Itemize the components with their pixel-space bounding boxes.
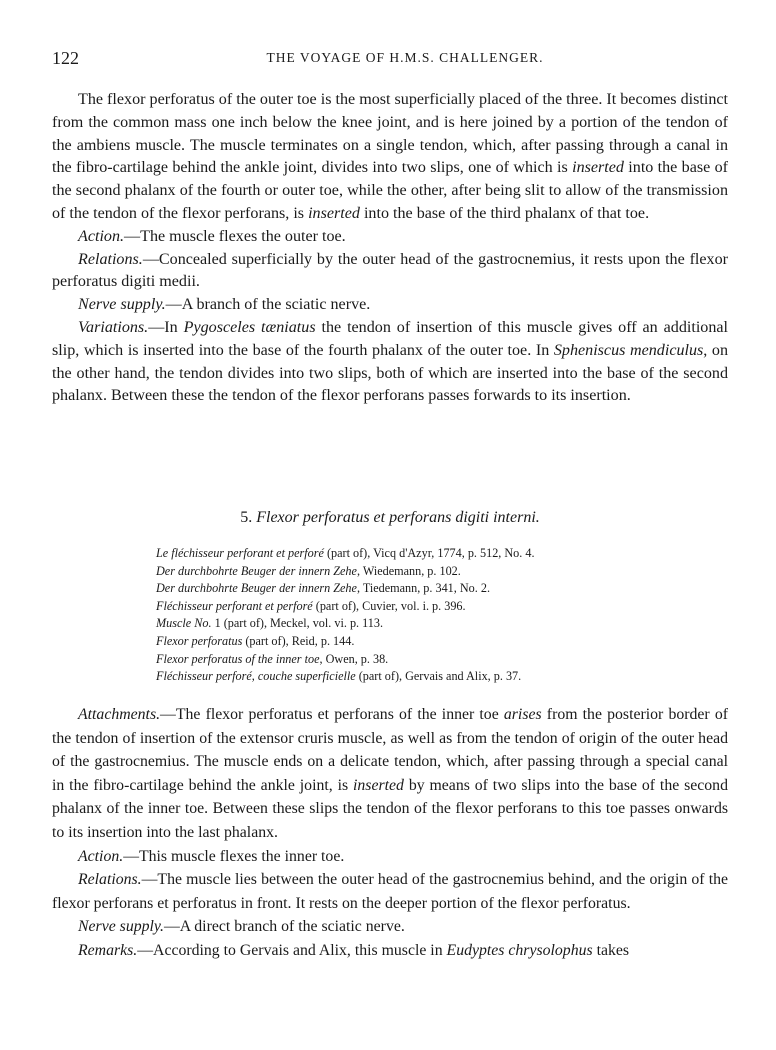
paragraph-remarks: Remarks.—According to Gervais and Alix, this muscle in Eudyptes chrysolophus takes [78,941,630,959]
reference-line: Fléchisseur perforé, couche superficielle (part of), Gervais and Alix, p. 37. [156,669,522,684]
page-header [52,48,728,70]
paragraph-relations: Relations.—Concealed superficially by the outer head of the gastrocnemius, it rests upon the flexor perforatus digiti medii. [52,250,728,291]
paragraph-nerve-supply: Nerve supply.—A branch of the sciatic nerve. [78,296,371,314]
running-title: THE VOYAGE OF H.M.S. CHALLENGER. [266,50,544,65]
section-outer-toe-flexor [52,89,728,408]
reference-line: Le fléchisseur perforant et perforé (part of), Vicq d'Azyr, 1774, p. 512, No. 4. [156,546,535,560]
paragraph-description: The flexor perforatus of the outer toe is the most superficially placed of the three. It becomes distinct from the common mass one inch below the knee joint, and is here joined by a portion of the tendon of the ambiens muscle. The muscle terminates on a single tendon, which, after passing through a canal in the fibro-cartilage behind the ankle joint, divides into two slips, one of which is inserted into the base of the second phalanx of the fourth or outer toe, while the other, after being slit to allow of the transmission of the tendon of the flexor perforans, is inserted into the base of the third phalanx of that toe. [52,91,728,222]
paragraph-attachments: Attachments.—The flexor perforatus et perforans of the inner toe arises from the posterior border of the tendon of insertion of the extensor cruris muscle, as well as from the tendon of origin of the outer head of the gastrocnemius. The muscle ends on a delicate tendon, which, after passing through a special canal in the fibro-cartilage behind the ankle joint, is inserted by means of two slips into the base of the second phalanx of the inner toe. Between these slips the tendon of the flexor perforans to this toe passes onwards to its insertion into the last phalanx. [52,706,728,841]
page-number: 122 [52,48,79,68]
reference-line: Muscle No. 1 (part of), Meckel, vol. vi. p. 113. [156,616,384,631]
paragraph-nerve-supply: Nerve supply.—A direct branch of the sciatic nerve. [78,918,405,936]
synonym-references [156,545,696,686]
paragraph-action: Action.—The muscle flexes the outer toe. [78,227,346,245]
paragraph-relations: Relations.—The muscle lies between the outer head of the gastrocnemius behind, and the origin of the flexor perforans et perforatus in front. It rests on the deeper portion of the flexor perforatus. [52,871,728,912]
section-inner-toe-flexor [52,703,728,963]
reference-line: Flexor perforatus of the inner toe, Owen, p. 38. [156,651,389,666]
paragraph-variations: Variations.—In Pygosceles tæniatus the tendon of insertion of this muscle gives off an additional slip, which is inserted into the base of the fourth phalanx of the outer toe. In Spheniscus mendiculus, on the other hand, the tendon divides into two slips, both of which are inserted into the base of the second phalanx. Between these the tendon of the flexor perforans passes forwards to its insertion. [52,318,729,405]
reference-line: Fléchisseur perforant et perforé (part of), Cuvier, vol. i. p. 396. [156,598,466,613]
reference-line: Flexor perforatus (part of), Reid, p. 144. [156,633,355,648]
reference-line: Der durchbohrte Beuger der innern Zehe, Tiedemann, p. 341, No. 2. [156,581,491,596]
reference-line: Der durchbohrte Beuger der innern Zehe, Wiedemann, p. 102. [156,563,461,578]
section-title: Flexor perforatus et perforans digiti interni. [256,509,540,526]
section-number: 5. [240,509,253,526]
paragraph-action: Action.—This muscle flexes the inner toe. [78,847,345,865]
section-heading [52,509,728,527]
